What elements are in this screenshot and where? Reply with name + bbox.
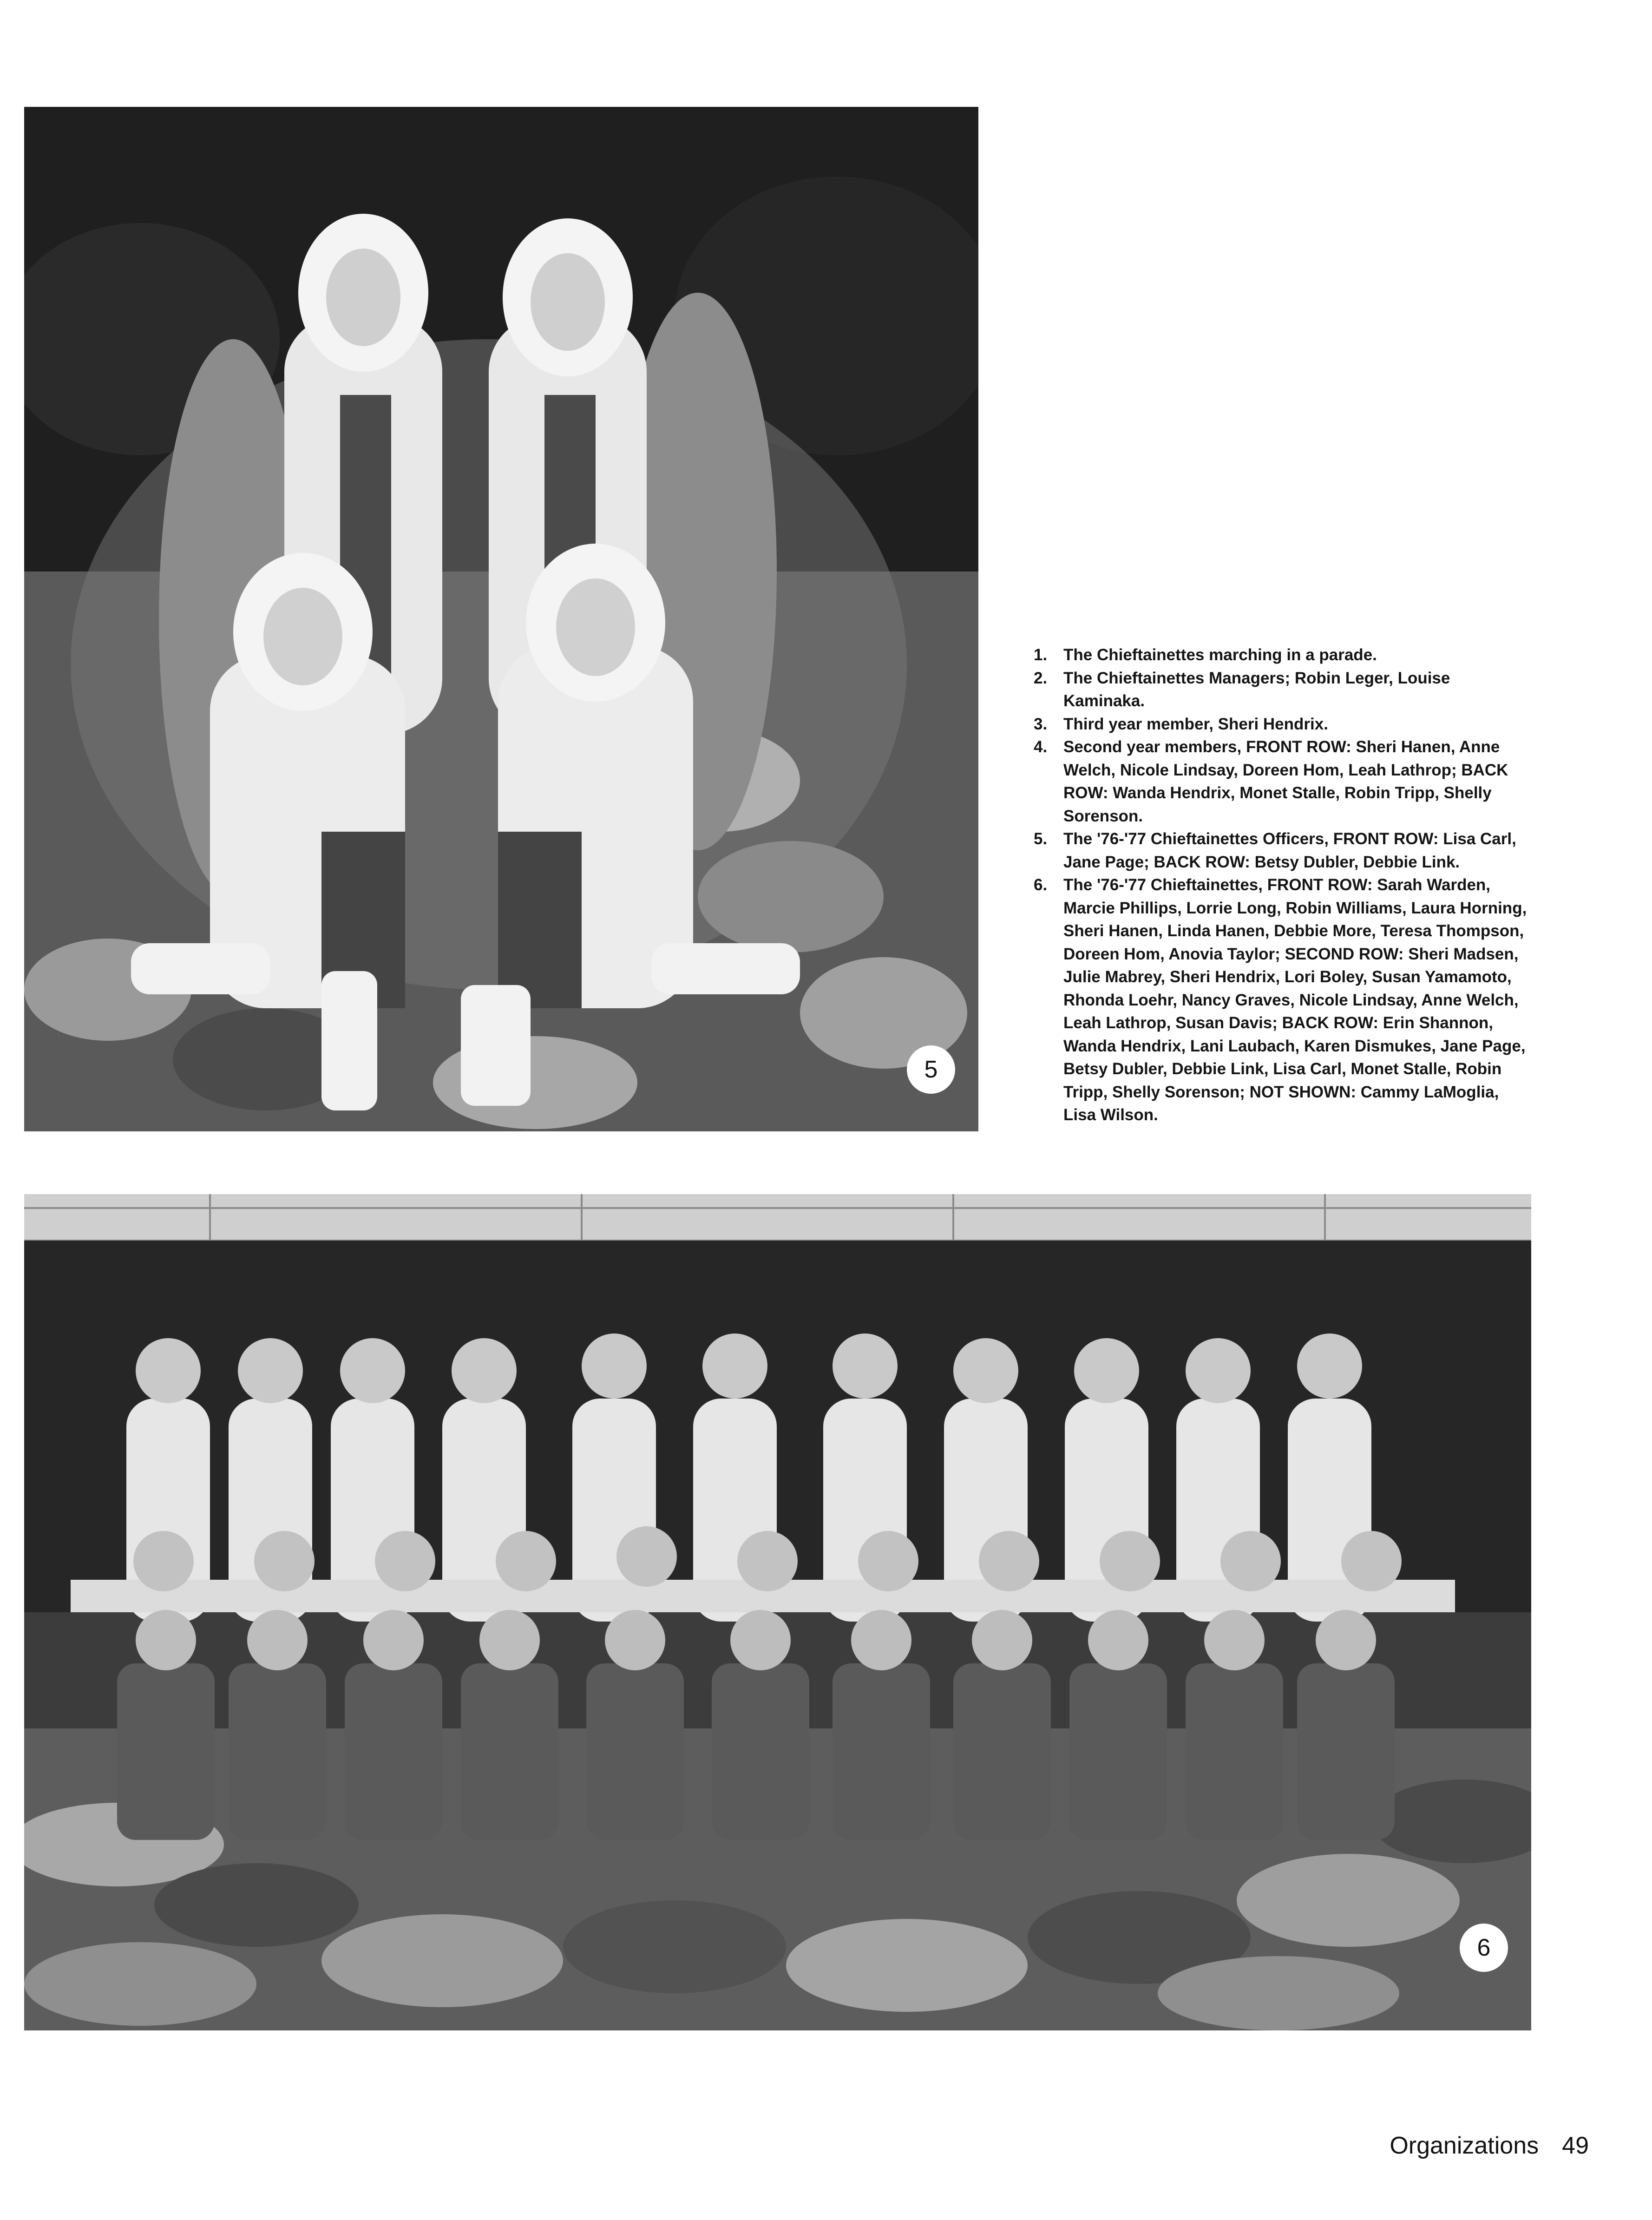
photo-squad xyxy=(24,1194,1531,2030)
caption-text: The '76-'77 Chieftainettes Officers, FRONT ROW: Lisa Carl, Jane Page; BACK ROW: Betsy Dubler, Debbie Link. xyxy=(1063,830,1516,871)
caption-number: 3. xyxy=(1034,715,1048,733)
caption-item xyxy=(1034,713,1535,736)
caption-item xyxy=(1034,644,1535,667)
section-title: Organizations xyxy=(1390,2132,1539,2159)
photo-squad-image xyxy=(24,1194,1531,2030)
caption-item xyxy=(1034,736,1535,828)
photo-officers-image xyxy=(24,107,978,1131)
page-number: 49 xyxy=(1562,2132,1589,2159)
caption-list xyxy=(1034,644,1535,1127)
photo-number-badge: 6 xyxy=(1460,1924,1508,1972)
caption-number: 5. xyxy=(1034,830,1048,848)
caption-text: The Chieftainettes marching in a parade. xyxy=(1063,646,1377,664)
caption-number: 1. xyxy=(1034,646,1048,664)
caption-text: Third year member, Sheri Hendrix. xyxy=(1063,715,1328,733)
caption-number: 4. xyxy=(1034,738,1048,756)
caption-number: 6. xyxy=(1034,876,1048,894)
caption-item xyxy=(1034,828,1535,874)
caption-text: The '76-'77 Chieftainettes, FRONT ROW: Sarah Warden, Marcie Phillips, Lorrie Long, Robin Williams, Laura Horning, Sheri Hanen, Linda Hanen, Debbie More, Teresa Thompson, Doreen Hom, Anovia Taylor; SECOND ROW: Sheri Madsen, Julie Mabrey, Sheri Hendrix, Lori Boley, Susan Yamamoto, Rhonda Loehr, Nancy Graves, Nicole Lindsay, Anne Welch, Leah Lathrop, Susan Davis; BACK ROW: Erin Shannon, Wanda Hendrix, Lani Laubach, Karen Dismukes, Jane Page, Betsy Dubler, Debbie Link, Lisa Carl, Monet Stalle, Robin Tripp, Shelly Sorenson; NOT SHOWN: Cammy LaMoglia, Lisa Wilson. xyxy=(1063,876,1527,1124)
page-footer xyxy=(1390,2132,1589,2160)
photo-officers xyxy=(24,107,978,1131)
caption-text: The Chieftainettes Managers; Robin Leger, Louise Kaminaka. xyxy=(1063,669,1450,710)
caption-item xyxy=(1034,874,1535,1127)
photo-number-badge: 5 xyxy=(907,1045,955,1094)
caption-item xyxy=(1034,667,1535,713)
caption-text: Second year members, FRONT ROW: Sheri Hanen, Anne Welch, Nicole Lindsay, Doreen Hom, Leah Lathrop; BACK ROW: Wanda Hendrix, Monet Stalle, Robin Tripp, Shelly Sorenson. xyxy=(1063,738,1508,825)
caption-number: 2. xyxy=(1034,669,1048,687)
